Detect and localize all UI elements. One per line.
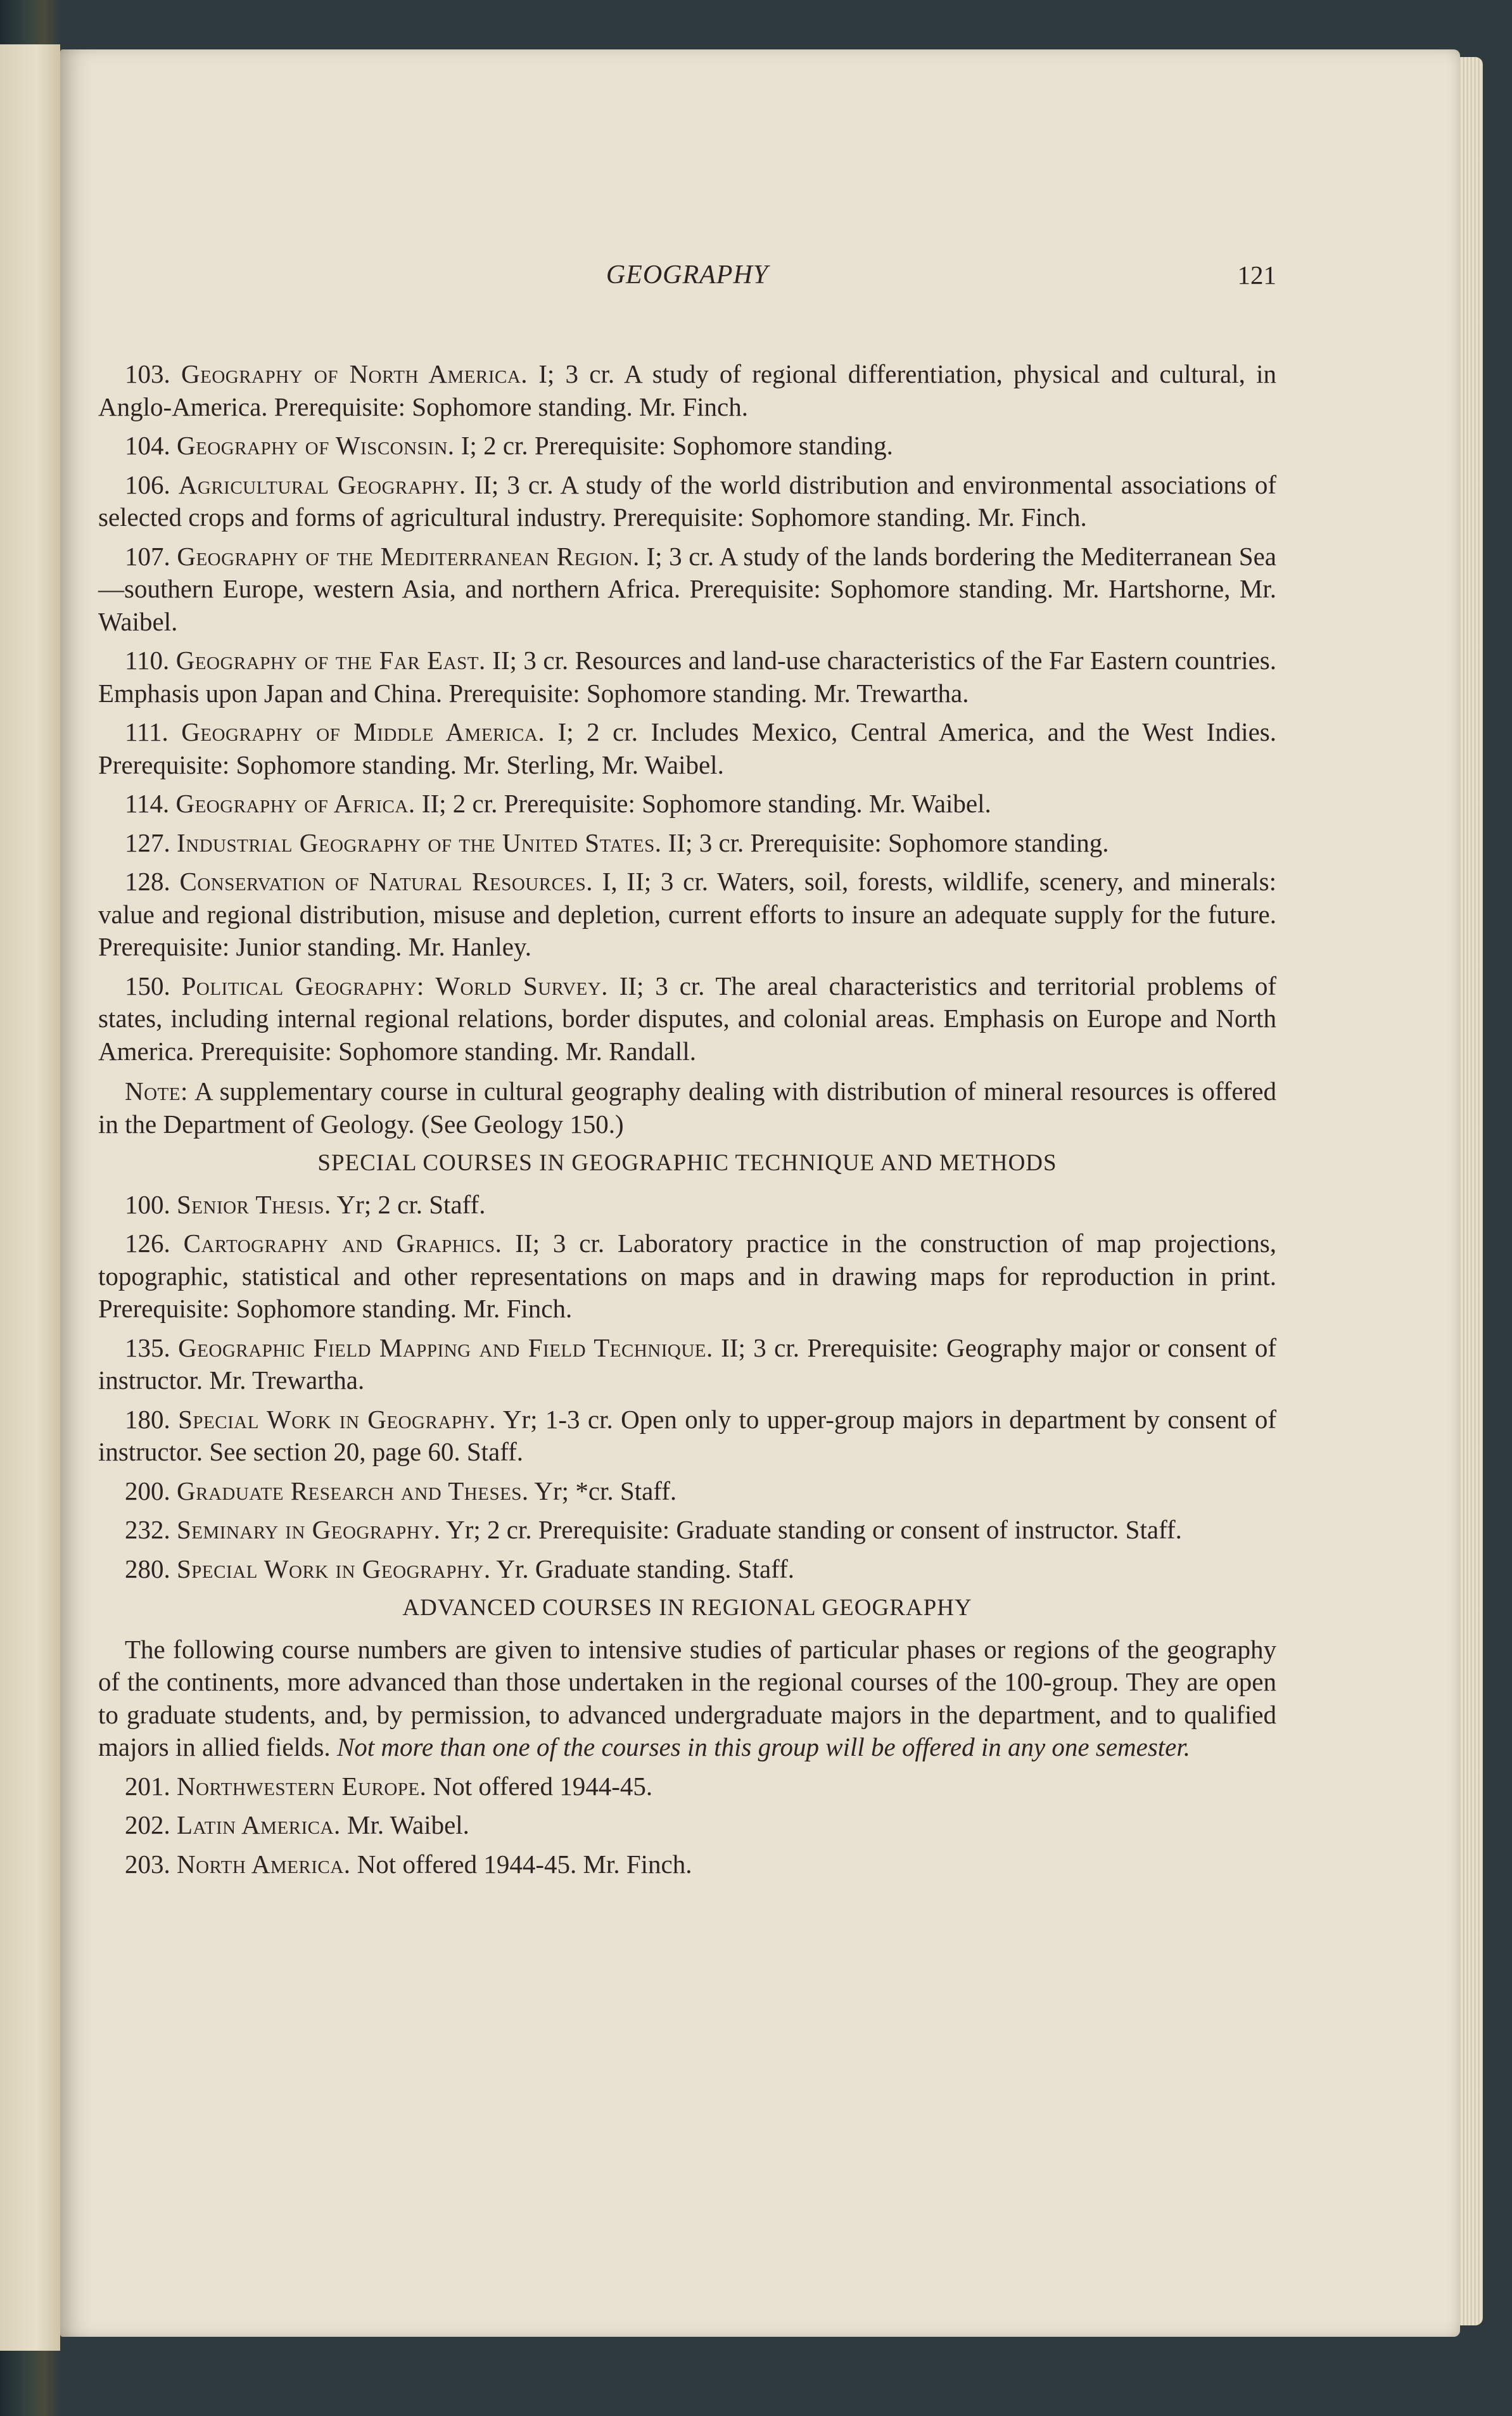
course-description: II; 3 cr. The areal characteristics and territorial problems of states, including internal regional relations, border disputes, and colonial areas. Emphasis on Europe and North America. Prerequisite: Sophomore standing. Mr. Randall.	[98, 971, 1277, 1066]
course-title: Geography of the Far East.	[175, 646, 486, 675]
course-description: II; 3 cr. Prerequisite: Sophomore standing.	[661, 828, 1109, 857]
course-description: Yr; 2 cr. Staff.	[331, 1189, 486, 1219]
course-number: 128.	[125, 867, 170, 896]
course-description: Yr. Graduate standing. Staff.	[490, 1554, 794, 1583]
course-title: Geographic Field Mapping and Field Technique.	[178, 1333, 713, 1362]
course-entry	[98, 1514, 1276, 1547]
course-title: North America.	[177, 1849, 351, 1879]
course-description: Not offered 1944-45. Mr. Finch.	[350, 1849, 692, 1879]
course-title: Senior Thesis.	[177, 1189, 331, 1219]
note-label: Note:	[125, 1077, 188, 1106]
section-heading-special: SPECIAL COURSES IN GEOGRAPHIC TECHNIQUE AND METHODS	[317, 1150, 1057, 1176]
course-description: I; 2 cr. Prerequisite: Sophomore standing.	[454, 431, 893, 460]
course-entry	[98, 866, 1276, 964]
course-entry	[98, 430, 1276, 463]
course-entry	[98, 1809, 1276, 1842]
course-description: Yr; 2 cr. Prerequisite: Graduate standing or consent of instructor. Staff.	[440, 1515, 1182, 1544]
course-title: Political Geography: World Survey.	[181, 971, 608, 1000]
course-title: Special Work in Geography.	[178, 1404, 497, 1434]
course-title: Agricultural Geography.	[178, 470, 466, 499]
course-description: II; 3 cr. Resources and land-use characteristics of the Far Eastern countries. Emphasis upon Japan and China. Prerequisite: Sophomore standing. Mr. Trewartha.	[98, 646, 1276, 708]
course-description: Mr. Waibel.	[340, 1810, 469, 1839]
course-entry	[98, 1553, 1276, 1586]
course-entry	[98, 716, 1276, 781]
course-number: 180.	[125, 1404, 170, 1434]
course-number: 202.	[125, 1810, 170, 1839]
course-entry	[98, 1332, 1276, 1397]
course-description: I; 3 cr. A study of the lands bordering the Mediterranean Sea—southern Europe, western Asia, and northern Africa. Prerequisite: Sophomore standing. Mr. Hartshorne, Mr. Waibel.	[98, 541, 1276, 636]
course-entry	[98, 788, 1276, 821]
page-number: 121	[1237, 260, 1276, 290]
course-title: Latin America.	[177, 1810, 341, 1839]
course-title: Graduate Research and Theses.	[177, 1476, 529, 1505]
course-number: 104.	[125, 431, 170, 460]
course-description: II; 3 cr. Prerequisite: Geography major or consent of instructor. Mr. Trewartha.	[98, 1333, 1277, 1395]
course-entry	[98, 1227, 1276, 1326]
course-title: Geography of Wisconsin.	[177, 431, 455, 460]
course-entry	[98, 1403, 1276, 1469]
course-description: Not offered 1944-45.	[426, 1771, 653, 1801]
course-title: Cartography and Graphics.	[183, 1229, 502, 1258]
course-entry	[98, 1770, 1276, 1803]
course-number: 203.	[125, 1849, 170, 1879]
course-number: 200.	[125, 1476, 170, 1505]
course-number: 114.	[125, 789, 170, 818]
advanced-course-list	[98, 1770, 1276, 1881]
course-title: Geography of North America.	[181, 359, 528, 388]
course-number: 280.	[125, 1554, 170, 1583]
course-entry	[98, 358, 1276, 423]
note-paragraph	[98, 1075, 1276, 1141]
course-description: II; 3 cr. A study of the world distribution and environmental associations of selected crops and forms of agricultural industry. Prerequisite: Sophomore standing. Mr. Finch.	[98, 470, 1276, 532]
course-title: Seminary in Geography.	[177, 1515, 441, 1544]
course-title: Special Work in Geography.	[177, 1554, 491, 1583]
course-description: Yr; 1-3 cr. Open only to upper-group majors in department by consent of instructor. See section 20, page 60. Staff.	[98, 1404, 1276, 1466]
course-entry	[98, 644, 1276, 710]
course-number: 107.	[125, 541, 170, 571]
course-number: 127.	[125, 828, 170, 857]
course-description: II; 2 cr. Prerequisite: Sophomore standing. Mr. Waibel.	[415, 789, 991, 818]
course-title: Northwestern Europe.	[177, 1771, 427, 1801]
course-entry	[98, 827, 1276, 860]
course-entry	[98, 469, 1276, 534]
course-number: 126.	[125, 1229, 170, 1258]
section-heading-advanced: ADVANCED COURSES IN REGIONAL GEOGRAPHY	[402, 1595, 972, 1621]
page-title: GEOGRAPHY	[606, 260, 769, 290]
course-entry	[98, 1848, 1276, 1881]
course-entry	[98, 1189, 1276, 1222]
course-number: 135.	[125, 1333, 170, 1362]
course-description: I, II; 3 cr. Waters, soil, forests, wildlife, scenery, and minerals: value and regional distribution, misuse and depletion, current efforts to insure an adequate supply for the future. Prerequisite: Junior standing. Mr. Hanley.	[98, 867, 1276, 961]
course-number: 103.	[125, 359, 170, 388]
course-number: 110.	[125, 646, 170, 675]
course-description: I; 3 cr. A study of regional differentiation, physical and cultural, in Anglo-America. Prerequisite: Sophomore standing. Mr. Finch.	[98, 359, 1276, 421]
facing-page-edge	[0, 44, 60, 2351]
running-head	[98, 260, 1276, 298]
course-number: 201.	[125, 1771, 170, 1801]
course-title: Geography of the Mediterranean Region.	[177, 541, 640, 571]
course-title: Conservation of Natural Resources.	[179, 867, 593, 896]
course-title: Geography of Africa.	[175, 789, 416, 818]
advanced-intro	[98, 1633, 1276, 1764]
advanced-intro-text: The following course numbers are given to intensive studies of particular phases or regions of the geography of the continents, more advanced than those undertaken in the regional courses of the 100-group. They are open to graduate students, and, by permission, to advanced undergraduate majors in the department, and to qualified majors in allied fields.	[98, 1634, 1276, 1761]
course-title: Geography of Middle America.	[181, 717, 545, 746]
advanced-intro-italic: Not more than one of the courses in this group will be offered in any one semester.	[336, 1732, 1191, 1761]
page-stack-edge	[1460, 57, 1483, 2325]
course-description: II; 3 cr. Laboratory practice in the construction of map projections, topographic, statistical and other representations on maps and in drawing maps for reproduction in print. Prerequisite: Sophomore standing. Mr. Finch.	[98, 1229, 1276, 1323]
course-title: Industrial Geography of the United States.	[177, 828, 662, 857]
course-list	[98, 358, 1276, 1068]
course-number: 106.	[125, 470, 170, 499]
note-text: A supplementary course in cultural geography dealing with distribution of mineral resources is offered in the Department of Geology. (See Geology 150.)	[98, 1077, 1276, 1139]
course-entry	[98, 1475, 1276, 1508]
course-number: 100.	[125, 1189, 170, 1219]
special-course-list	[98, 1189, 1276, 1586]
course-number: 150.	[125, 971, 170, 1000]
course-number: 232.	[125, 1515, 170, 1544]
course-entry	[98, 540, 1276, 639]
course-number: 111.	[125, 717, 168, 746]
course-description: Yr; *cr. Staff.	[528, 1476, 677, 1505]
course-entry	[98, 970, 1276, 1068]
page-body	[98, 358, 1276, 1887]
course-description: I; 2 cr. Includes Mexico, Central America, and the West Indies. Prerequisite: Sophomore standing. Mr. Sterling, Mr. Waibel.	[98, 717, 1277, 779]
